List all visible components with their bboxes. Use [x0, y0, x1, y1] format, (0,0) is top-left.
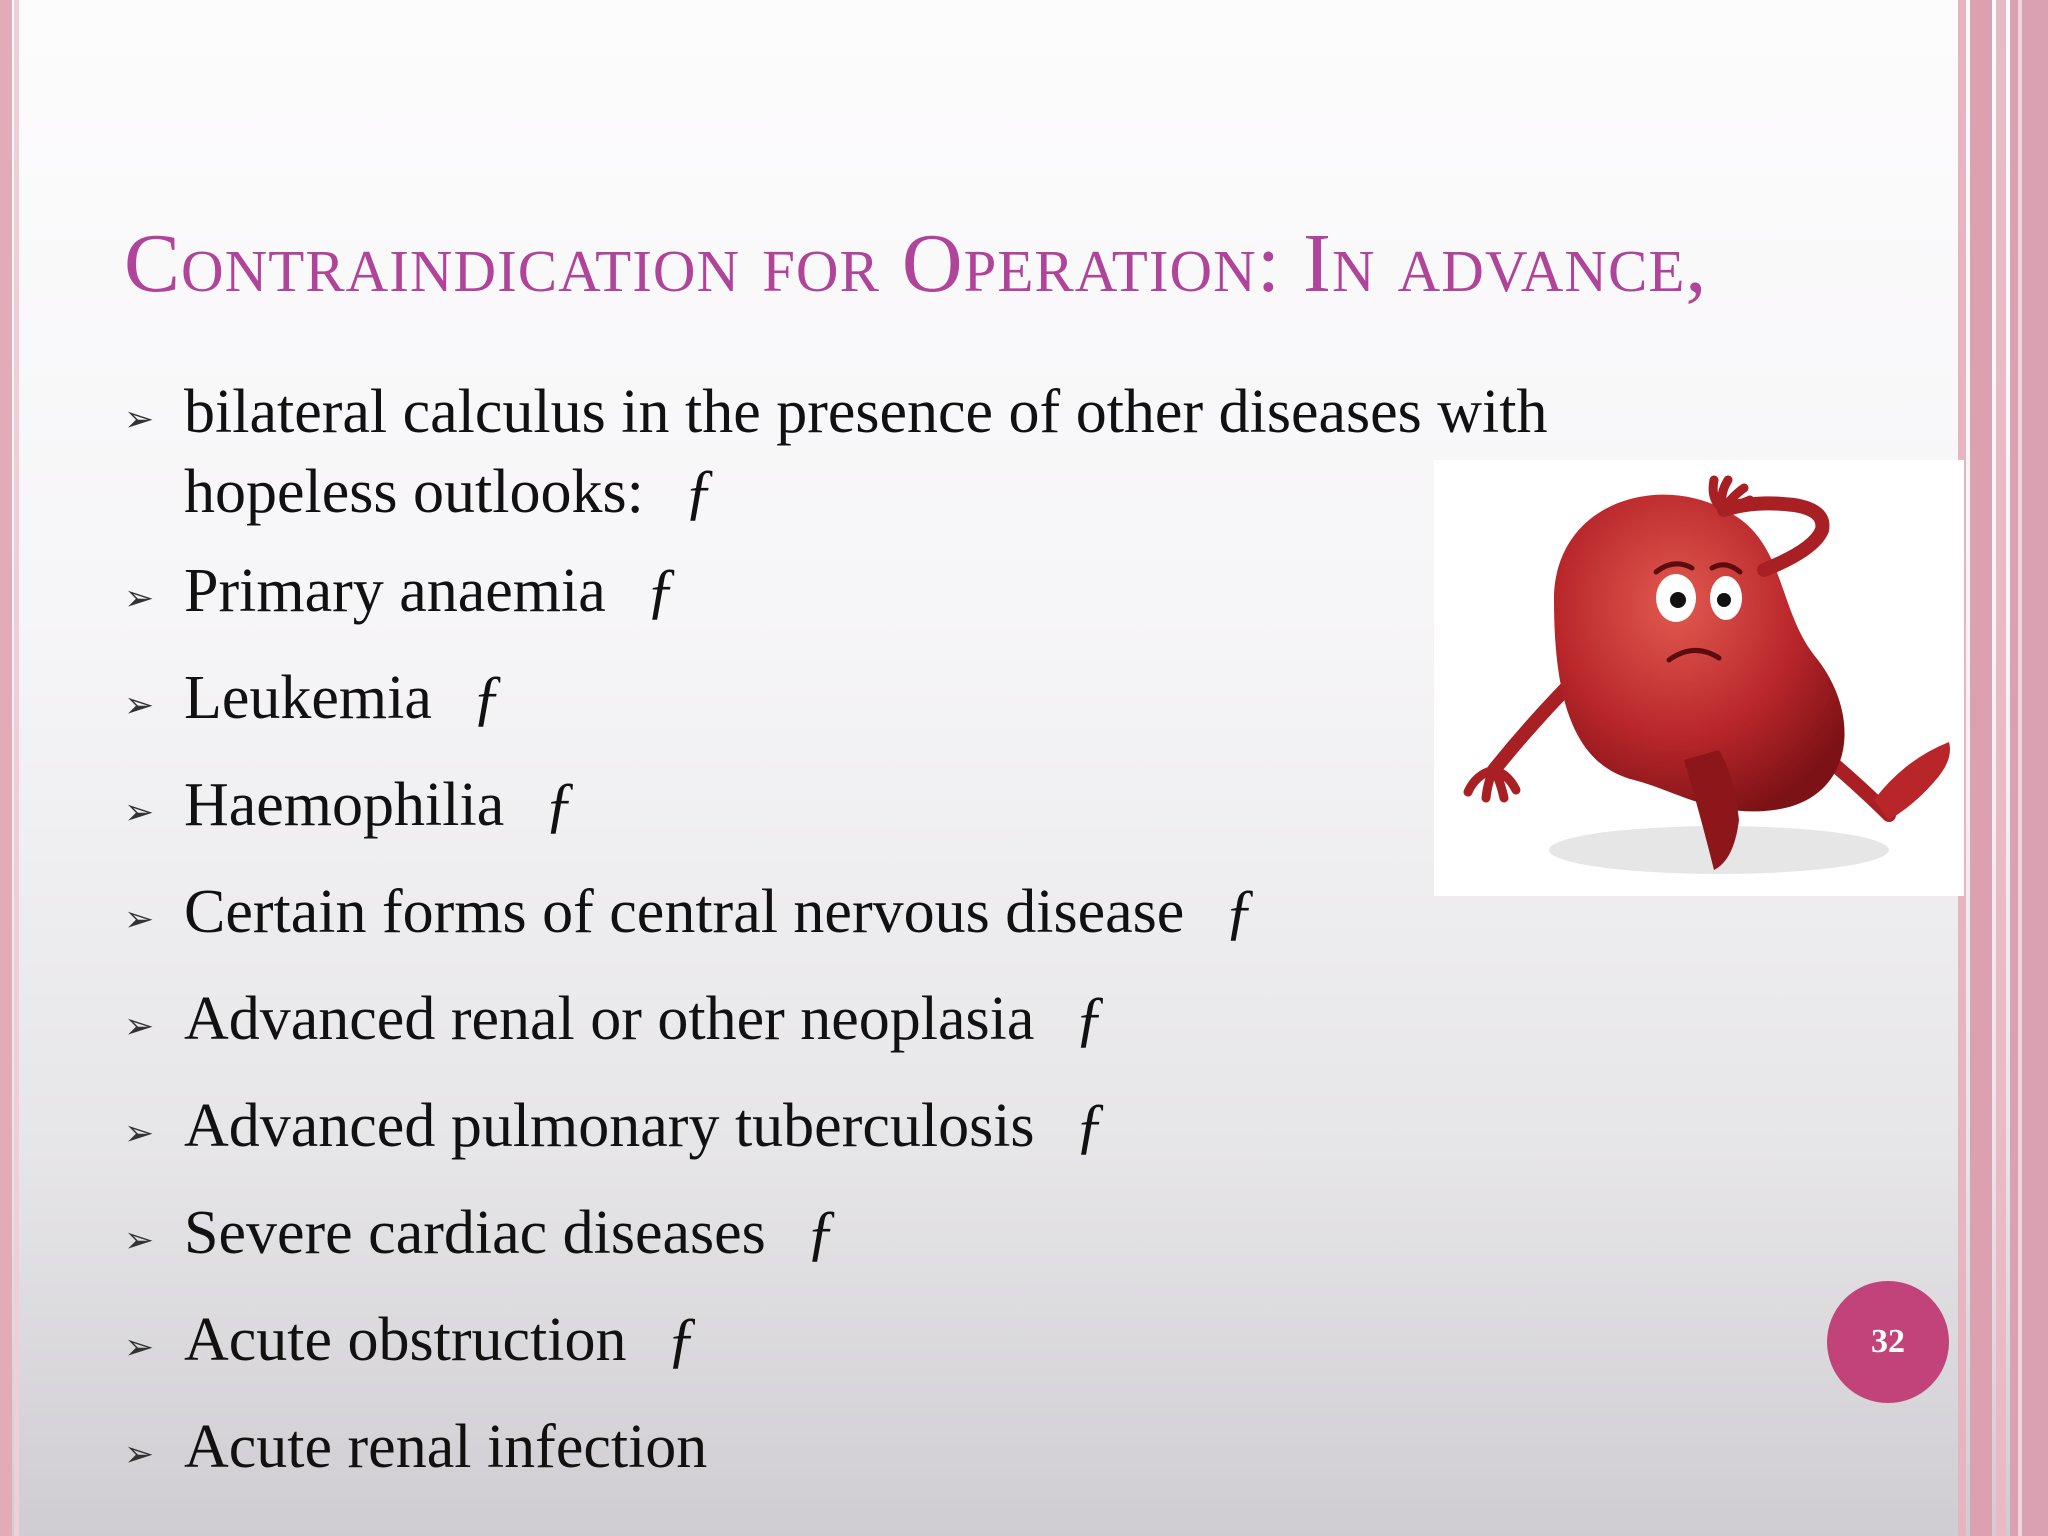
arrowhead-bullet-icon: ➢ — [124, 1327, 155, 1368]
bullet-text: Primary anaemia ƒ — [184, 557, 677, 625]
kidney-character-icon — [1434, 460, 1964, 896]
right-border-stripe — [2010, 0, 2048, 1536]
bullet-item — [124, 1086, 1824, 1174]
arrowhead-bullet-icon: ➢ — [124, 1220, 155, 1261]
bullet-item — [124, 1193, 1824, 1281]
f-mark: ƒ — [683, 458, 715, 526]
bullet-text: bilateral calculus in the presence of other diseases with hopeless outlooks: ƒ — [184, 378, 1548, 526]
arrowhead-bullet-icon: ➢ — [124, 1434, 155, 1475]
bullet-text: Acute obstruction ƒ — [184, 1306, 698, 1374]
bullet-text: Leukemia ƒ — [184, 664, 503, 732]
slide-title: Contraindication for Operation: In advance, — [124, 217, 1708, 310]
arrowhead-bullet-icon: ➢ — [124, 685, 155, 726]
bullet-item — [124, 979, 1824, 1067]
f-mark: ƒ — [544, 771, 576, 839]
page-number-badge: 32 — [1827, 1281, 1949, 1403]
left-border-stripe-light — [14, 0, 19, 1536]
bullet-text: Advanced pulmonary tuberculosis ƒ — [184, 1092, 1106, 1160]
f-mark: ƒ — [1224, 878, 1256, 946]
right-border-stripe-light — [2018, 0, 2022, 1536]
right-border-stripe — [1970, 0, 1992, 1536]
arrowhead-bullet-icon: ➢ — [124, 578, 155, 619]
arrowhead-bullet-icon: ➢ — [124, 899, 155, 940]
arrowhead-bullet-icon: ➢ — [124, 1006, 155, 1047]
arrowhead-bullet-icon: ➢ — [124, 399, 155, 440]
bullet-item — [124, 1407, 1824, 1495]
left-border-stripe — [0, 0, 12, 1536]
f-mark: ƒ — [1074, 1092, 1106, 1160]
right-border-stripe — [1996, 0, 2006, 1536]
bullet-text: Severe cardiac diseases ƒ — [184, 1199, 837, 1267]
f-mark: ƒ — [471, 664, 503, 732]
f-mark: ƒ — [645, 557, 677, 625]
f-mark: ƒ — [666, 1306, 698, 1374]
arrowhead-bullet-icon: ➢ — [124, 1113, 155, 1154]
bullet-text: Advanced renal or other neoplasia ƒ — [184, 985, 1106, 1053]
sad-kidney-illustration — [1434, 460, 1964, 896]
f-mark: ƒ — [805, 1199, 837, 1267]
bullet-item — [124, 1300, 1824, 1388]
arrowhead-bullet-icon: ➢ — [124, 792, 155, 833]
f-mark: ƒ — [1074, 985, 1106, 1053]
bullet-text: Acute renal infection — [184, 1413, 708, 1481]
bullet-text: Haemophilia ƒ — [184, 771, 576, 839]
bullet-text: Certain forms of central nervous disease ƒ — [184, 878, 1256, 946]
